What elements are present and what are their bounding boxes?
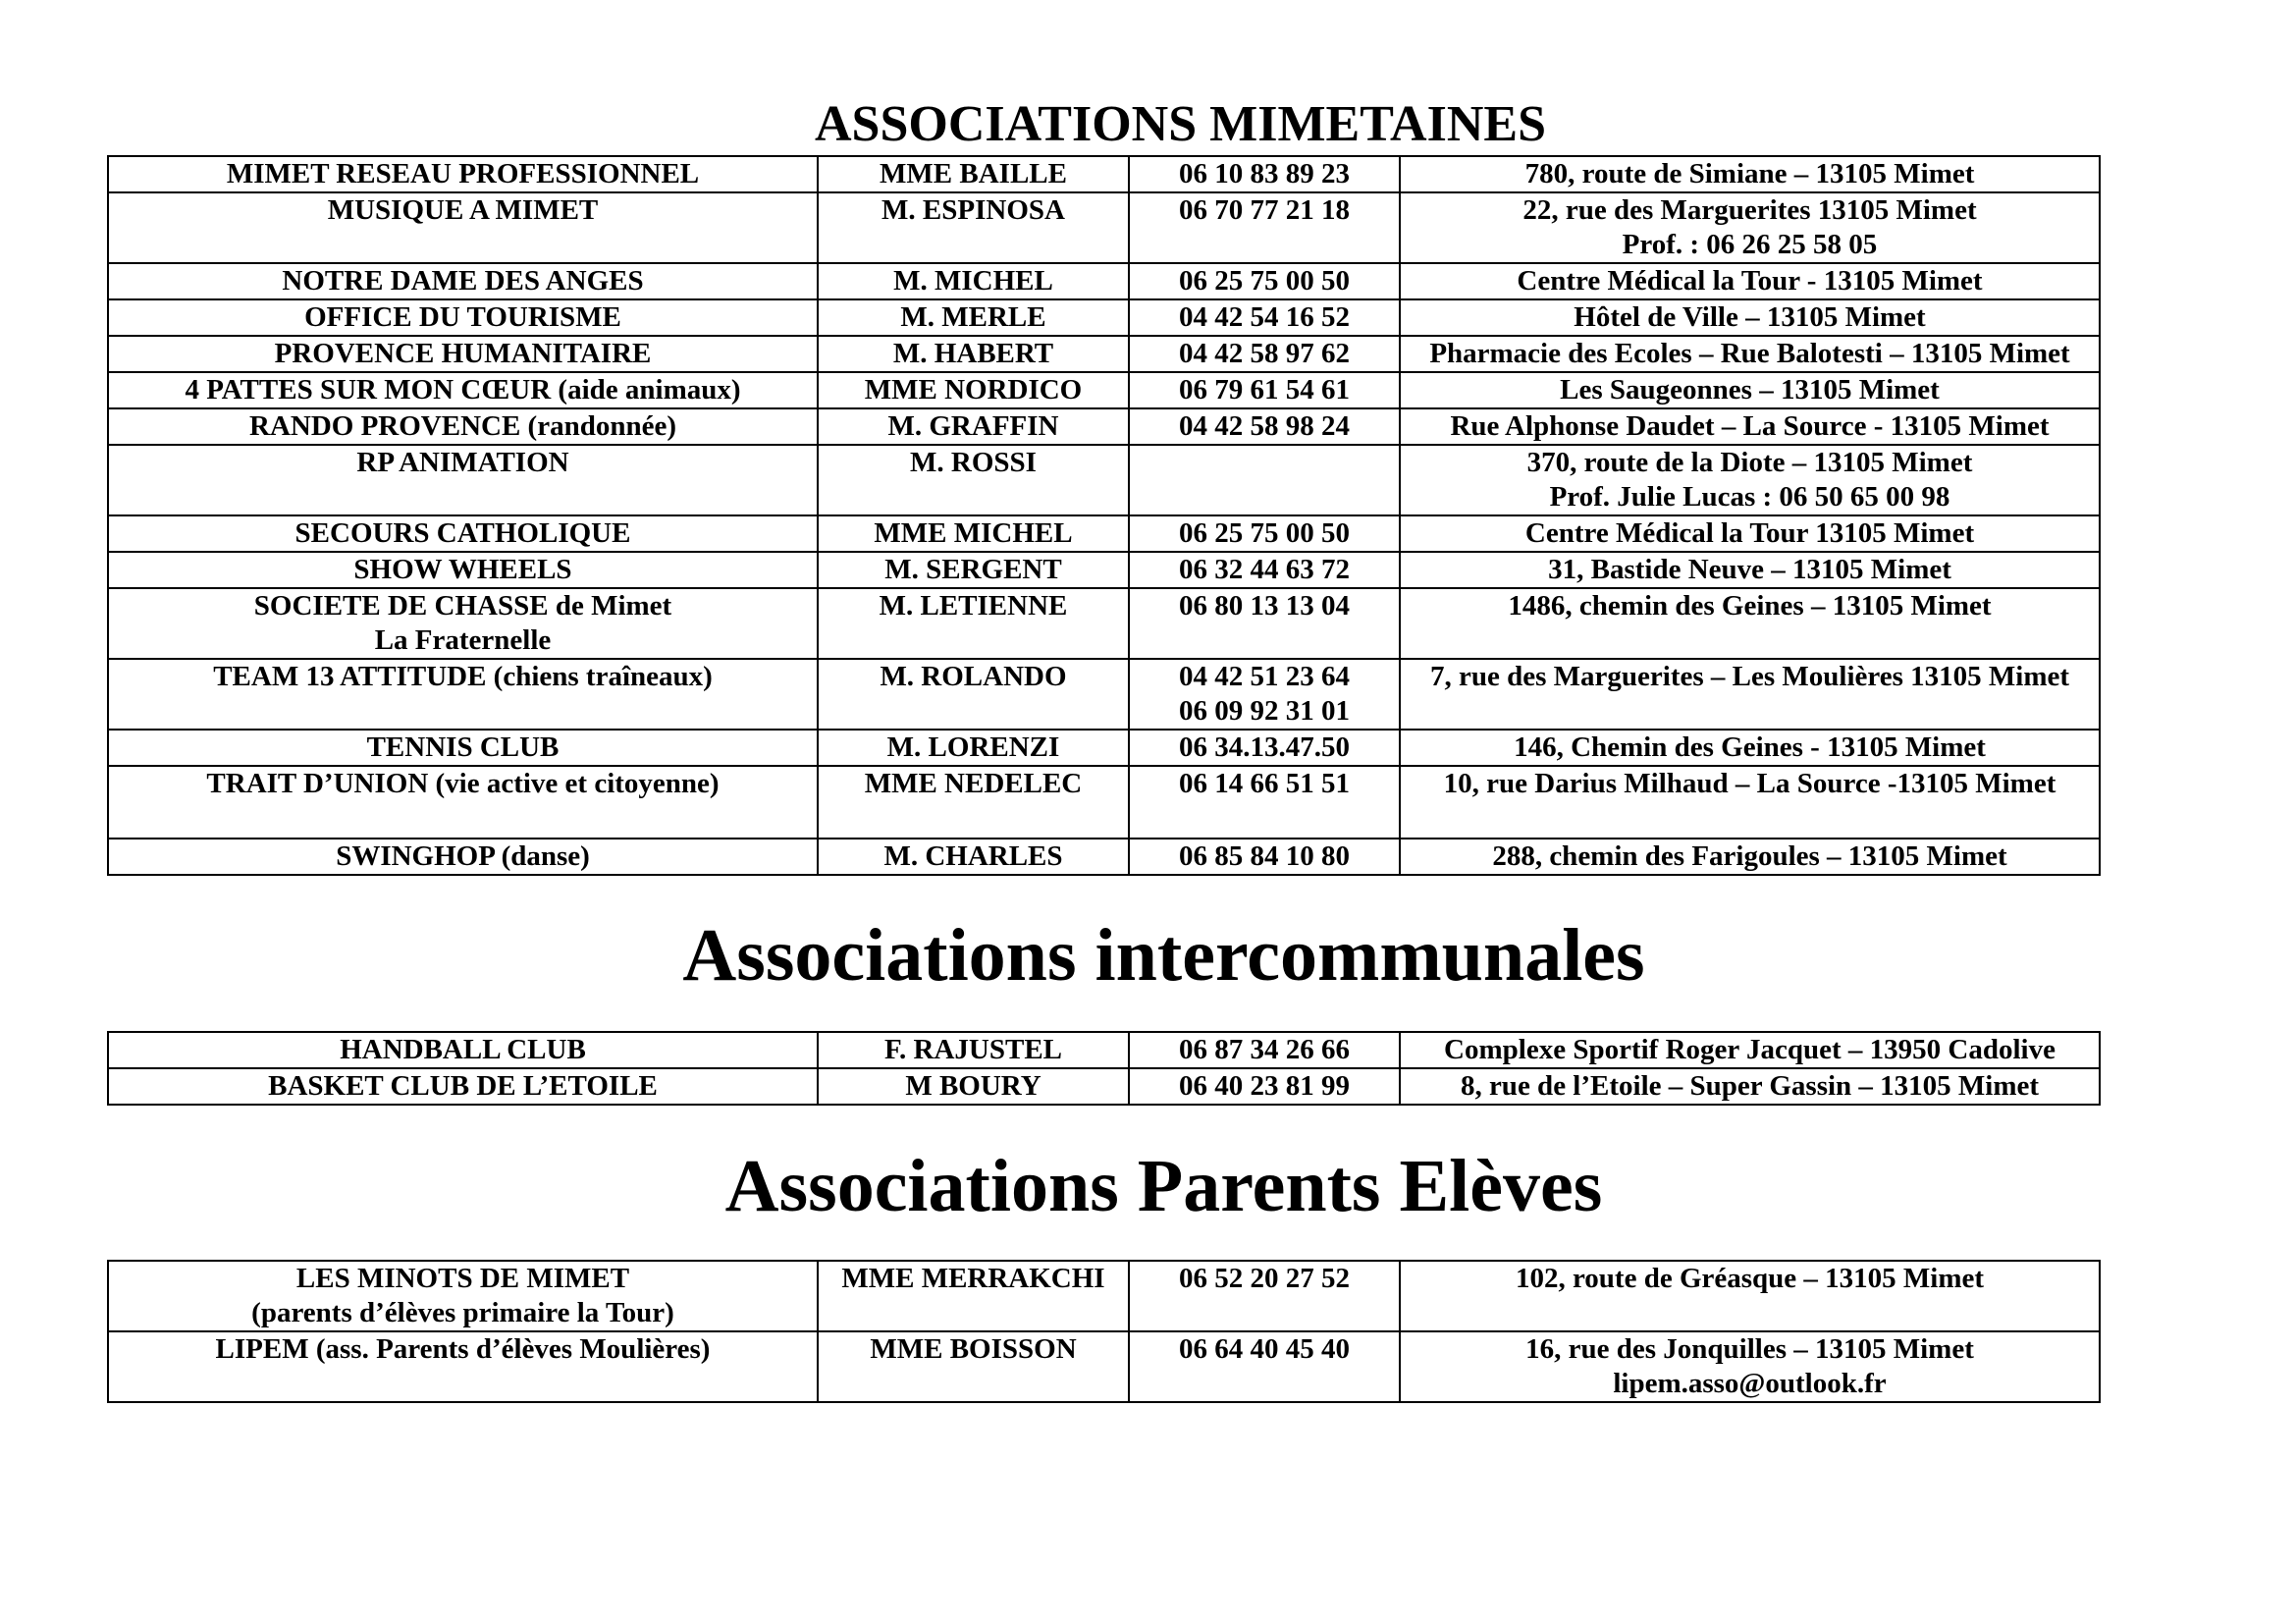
phone-number-text: 06 80 13 13 04 bbox=[1179, 590, 1350, 622]
contact-person-text: M. GRAFFIN bbox=[887, 410, 1059, 442]
section-title-mimetaines: ASSOCIATIONS MIMETAINES bbox=[814, 96, 1546, 152]
section-title-intercommunales: Associations intercommunales bbox=[682, 914, 1645, 997]
association-row bbox=[108, 1032, 2100, 1068]
address-text: 780, route de Simiane – 13105 Mimet bbox=[1524, 158, 1975, 189]
association-name-cell bbox=[108, 445, 818, 515]
association-name-cell bbox=[108, 263, 818, 299]
association-name-cell bbox=[108, 156, 818, 192]
phone-number-cell bbox=[1129, 730, 1400, 766]
association-name-cell bbox=[108, 408, 818, 445]
address-cell bbox=[1400, 336, 2100, 372]
contact-person-text: M. LETIENNE bbox=[879, 590, 1068, 622]
phone-number-text: 06 70 77 21 18 bbox=[1179, 194, 1350, 226]
contact-person-cell bbox=[818, 372, 1129, 408]
association-row bbox=[108, 552, 2100, 588]
phone-number-cell bbox=[1129, 1032, 1400, 1068]
address-cell bbox=[1400, 1068, 2100, 1105]
phone-number-cell bbox=[1129, 839, 1400, 875]
contact-person-cell bbox=[818, 839, 1129, 875]
address-text: Centre Médical la Tour 13105 Mimet bbox=[1524, 517, 1975, 549]
association-name-text: SWINGHOP (danse) bbox=[336, 840, 590, 872]
association-name-cell bbox=[108, 1032, 818, 1068]
address-cell bbox=[1400, 372, 2100, 408]
contact-person-cell bbox=[818, 552, 1129, 588]
phone-number-text: 06 14 66 51 51 bbox=[1179, 768, 1350, 799]
association-row bbox=[108, 263, 2100, 299]
address-text: Centre Médical la Tour - 13105 Mimet bbox=[1517, 265, 1983, 297]
phone-number-text: 06 25 75 00 50 bbox=[1179, 517, 1350, 549]
address-cell bbox=[1400, 408, 2100, 445]
address-text: 288, chemin des Farigoules – 13105 Mimet bbox=[1492, 840, 2007, 872]
contact-person-cell bbox=[818, 730, 1129, 766]
association-row bbox=[108, 408, 2100, 445]
association-name-text: BASKET CLUB DE L’ETOILE bbox=[268, 1070, 658, 1102]
association-row bbox=[108, 766, 2100, 839]
contact-person-cell bbox=[818, 1261, 1129, 1331]
address-text: 22, rue des Marguerites 13105 Mimet bbox=[1522, 194, 1977, 226]
address-cell bbox=[1400, 1261, 2100, 1331]
association-row bbox=[108, 730, 2100, 766]
contact-person-cell bbox=[818, 156, 1129, 192]
phone-number-cell bbox=[1129, 372, 1400, 408]
associations-table-parents-eleves bbox=[107, 1260, 2101, 1403]
address-cell bbox=[1400, 515, 2100, 552]
association-row bbox=[108, 588, 2100, 659]
address-text: 102, route de Gréasque – 13105 Mimet bbox=[1515, 1263, 1985, 1294]
address-cell bbox=[1400, 730, 2100, 766]
association-name-cell bbox=[108, 730, 818, 766]
address-cell bbox=[1400, 263, 2100, 299]
phone-number-text: 06 64 40 45 40 bbox=[1179, 1333, 1350, 1365]
address-text: 1486, chemin des Geines – 13105 Mimet bbox=[1508, 590, 1992, 622]
contact-person-cell bbox=[818, 588, 1129, 659]
contact-person-text: MME BAILLE bbox=[880, 158, 1067, 189]
phone-number-cell bbox=[1129, 408, 1400, 445]
association-name-text: MUSIQUE A MIMET bbox=[327, 194, 599, 226]
address-text: 370, route de la Diote – 13105 Mimet bbox=[1526, 447, 1973, 478]
address-text: Prof. : 06 26 25 58 05 bbox=[1622, 229, 1878, 260]
phone-number-text: 06 52 20 27 52 bbox=[1179, 1263, 1350, 1294]
address-cell bbox=[1400, 659, 2100, 730]
phone-number-text: 06 32 44 63 72 bbox=[1179, 554, 1350, 585]
association-name-cell bbox=[108, 372, 818, 408]
contact-person-text: M. ESPINOSA bbox=[881, 194, 1065, 226]
phone-number-text: 06 79 61 54 61 bbox=[1179, 374, 1350, 406]
association-name-text: (parents d’élèves primaire la Tour) bbox=[251, 1297, 674, 1328]
association-row bbox=[108, 1261, 2100, 1331]
contact-person-text: M. SERGENT bbox=[884, 554, 1062, 585]
phone-number-cell bbox=[1129, 659, 1400, 730]
address-text: Les Saugeonnes – 13105 Mimet bbox=[1560, 374, 1940, 406]
contact-person-text: F. RAJUSTEL bbox=[883, 1034, 1063, 1065]
association-row bbox=[108, 372, 2100, 408]
contact-person-cell bbox=[818, 515, 1129, 552]
address-cell bbox=[1400, 552, 2100, 588]
association-name-text: OFFICE DU TOURISME bbox=[304, 301, 621, 333]
phone-number-cell bbox=[1129, 336, 1400, 372]
contact-person-cell bbox=[818, 192, 1129, 263]
address-cell bbox=[1400, 766, 2100, 839]
association-name-text: SECOURS CATHOLIQUE bbox=[294, 517, 631, 549]
association-row bbox=[108, 1331, 2100, 1402]
address-cell bbox=[1400, 1331, 2100, 1402]
associations-table-mimetaines bbox=[107, 155, 2101, 876]
association-name-text: RANDO PROVENCE (randonnée) bbox=[249, 410, 676, 442]
address-cell bbox=[1400, 1032, 2100, 1068]
section-title-parents-eleves: Associations Parents Elèves bbox=[724, 1145, 1603, 1227]
association-name-cell bbox=[108, 1261, 818, 1331]
association-row bbox=[108, 192, 2100, 263]
association-name-cell bbox=[108, 839, 818, 875]
association-row bbox=[108, 156, 2100, 192]
contact-person-text: MME MICHEL bbox=[874, 517, 1073, 549]
contact-person-text: MME NORDICO bbox=[864, 374, 1083, 406]
phone-number-cell bbox=[1129, 588, 1400, 659]
phone-number-text: 06 25 75 00 50 bbox=[1179, 265, 1350, 297]
address-text: Complexe Sportif Roger Jacquet – 13950 Cadolive bbox=[1444, 1034, 2056, 1065]
address-cell bbox=[1400, 839, 2100, 875]
contact-person-text: M. ROLANDO bbox=[880, 661, 1067, 692]
phone-number-cell bbox=[1129, 263, 1400, 299]
contact-person-text: M. ROSSI bbox=[910, 447, 1037, 478]
contact-person-text: M BOURY bbox=[905, 1070, 1041, 1102]
address-text: 146, Chemin des Geines - 13105 Mimet bbox=[1514, 731, 1986, 763]
association-name-cell bbox=[108, 766, 818, 839]
contact-person-cell bbox=[818, 263, 1129, 299]
association-name-text: PROVENCE HUMANITAIRE bbox=[274, 338, 652, 369]
address-text: 31, Bastide Neuve – 13105 Mimet bbox=[1548, 554, 1951, 585]
association-name-text: 4 PATTES SUR MON CŒUR (aide animaux) bbox=[185, 374, 741, 406]
contact-person-cell bbox=[818, 1068, 1129, 1105]
association-row bbox=[108, 445, 2100, 515]
contact-person-cell bbox=[818, 766, 1129, 839]
association-row bbox=[108, 1068, 2100, 1105]
phone-number-text: 06 10 83 89 23 bbox=[1179, 158, 1350, 189]
phone-number-cell bbox=[1129, 192, 1400, 263]
phone-number-cell bbox=[1129, 445, 1400, 515]
association-row bbox=[108, 515, 2100, 552]
association-row bbox=[108, 659, 2100, 730]
phone-number-text: 06 85 84 10 80 bbox=[1179, 840, 1350, 872]
phone-number-text: 06 34.13.47.50 bbox=[1179, 731, 1350, 763]
association-name-cell bbox=[108, 299, 818, 336]
association-name-text: HANDBALL CLUB bbox=[340, 1034, 586, 1065]
contact-person-cell bbox=[818, 336, 1129, 372]
association-name-text: LIPEM (ass. Parents d’élèves Moulières) bbox=[215, 1333, 711, 1365]
association-row bbox=[108, 336, 2100, 372]
contact-person-text: MME BOISSON bbox=[870, 1333, 1077, 1365]
address-text: 16, rue des Jonquilles – 13105 Mimet bbox=[1525, 1333, 1974, 1365]
phone-number-cell bbox=[1129, 299, 1400, 336]
association-name-text: La Fraternelle bbox=[374, 624, 552, 656]
address-text: Pharmacie des Ecoles – Rue Balotesti – 13105 Mimet bbox=[1429, 338, 2070, 369]
address-cell bbox=[1400, 192, 2100, 263]
address-cell bbox=[1400, 156, 2100, 192]
association-name-text: MIMET RESEAU PROFESSIONNEL bbox=[226, 158, 700, 189]
association-name-cell bbox=[108, 588, 818, 659]
address-text: 10, rue Darius Milhaud – La Source -13105 Mimet bbox=[1443, 768, 2056, 799]
contact-person-cell bbox=[818, 1032, 1129, 1068]
association-name-text: TRAIT D’UNION (vie active et citoyenne) bbox=[206, 768, 720, 799]
association-name-text: TEAM 13 ATTITUDE (chiens traîneaux) bbox=[213, 661, 713, 692]
association-name-text: NOTRE DAME DES ANGES bbox=[282, 265, 644, 297]
association-name-cell bbox=[108, 192, 818, 263]
phone-number-cell bbox=[1129, 1331, 1400, 1402]
association-name-text: SOCIETE DE CHASSE de Mimet bbox=[253, 590, 672, 622]
address-cell bbox=[1400, 299, 2100, 336]
address-text: Rue Alphonse Daudet – La Source - 13105 Mimet bbox=[1450, 410, 2050, 442]
phone-number-cell bbox=[1129, 766, 1400, 839]
phone-number-cell bbox=[1129, 515, 1400, 552]
contact-person-text: M. CHARLES bbox=[883, 840, 1063, 872]
contact-person-cell bbox=[818, 299, 1129, 336]
address-text: 7, rue des Marguerites – Les Moulières 13105 Mimet bbox=[1430, 661, 2069, 692]
phone-number-text: 06 09 92 31 01 bbox=[1179, 695, 1350, 727]
phone-number-cell bbox=[1129, 552, 1400, 588]
association-name-cell bbox=[108, 659, 818, 730]
association-name-cell bbox=[108, 1331, 818, 1402]
contact-person-text: M. MICHEL bbox=[893, 265, 1053, 297]
phone-number-text: 04 42 58 98 24 bbox=[1179, 410, 1350, 442]
address-cell bbox=[1400, 445, 2100, 515]
phone-number-text: 06 40 23 81 99 bbox=[1179, 1070, 1350, 1102]
association-name-text: LES MINOTS DE MIMET bbox=[295, 1263, 630, 1294]
contact-person-text: M. MERLE bbox=[900, 301, 1046, 333]
association-name-text: RP ANIMATION bbox=[356, 447, 569, 478]
address-text: Hôtel de Ville – 13105 Mimet bbox=[1574, 301, 1926, 333]
associations-table-intercommunales bbox=[107, 1031, 2101, 1106]
association-name-cell bbox=[108, 1068, 818, 1105]
address-cell bbox=[1400, 588, 2100, 659]
address-text: Prof. Julie Lucas : 06 50 65 00 98 bbox=[1549, 481, 1950, 513]
association-name-cell bbox=[108, 552, 818, 588]
contact-person-text: M. LORENZI bbox=[886, 731, 1060, 763]
phone-number-text: 04 42 51 23 64 bbox=[1179, 661, 1350, 692]
phone-number-cell bbox=[1129, 156, 1400, 192]
association-name-cell bbox=[108, 336, 818, 372]
association-row bbox=[108, 839, 2100, 875]
contact-person-text: MME NEDELEC bbox=[864, 768, 1083, 799]
address-text: 8, rue de l’Etoile – Super Gassin – 13105 Mimet bbox=[1460, 1070, 2040, 1102]
contact-person-text: M. HABERT bbox=[892, 338, 1054, 369]
address-text: lipem.asso@outlook.fr bbox=[1613, 1368, 1887, 1399]
phone-number-text: 04 42 58 97 62 bbox=[1179, 338, 1350, 369]
phone-number-text: 06 87 34 26 66 bbox=[1179, 1034, 1350, 1065]
association-row bbox=[108, 299, 2100, 336]
phone-number-cell bbox=[1129, 1261, 1400, 1331]
contact-person-cell bbox=[818, 408, 1129, 445]
contact-person-cell bbox=[818, 1331, 1129, 1402]
contact-person-cell bbox=[818, 445, 1129, 515]
association-name-cell bbox=[108, 515, 818, 552]
contact-person-cell bbox=[818, 659, 1129, 730]
association-name-text: SHOW WHEELS bbox=[353, 554, 572, 585]
phone-number-text: 04 42 54 16 52 bbox=[1179, 301, 1350, 333]
contact-person-text: MME MERRAKCHI bbox=[841, 1263, 1105, 1294]
association-name-text: TENNIS CLUB bbox=[366, 731, 560, 763]
phone-number-cell bbox=[1129, 1068, 1400, 1105]
